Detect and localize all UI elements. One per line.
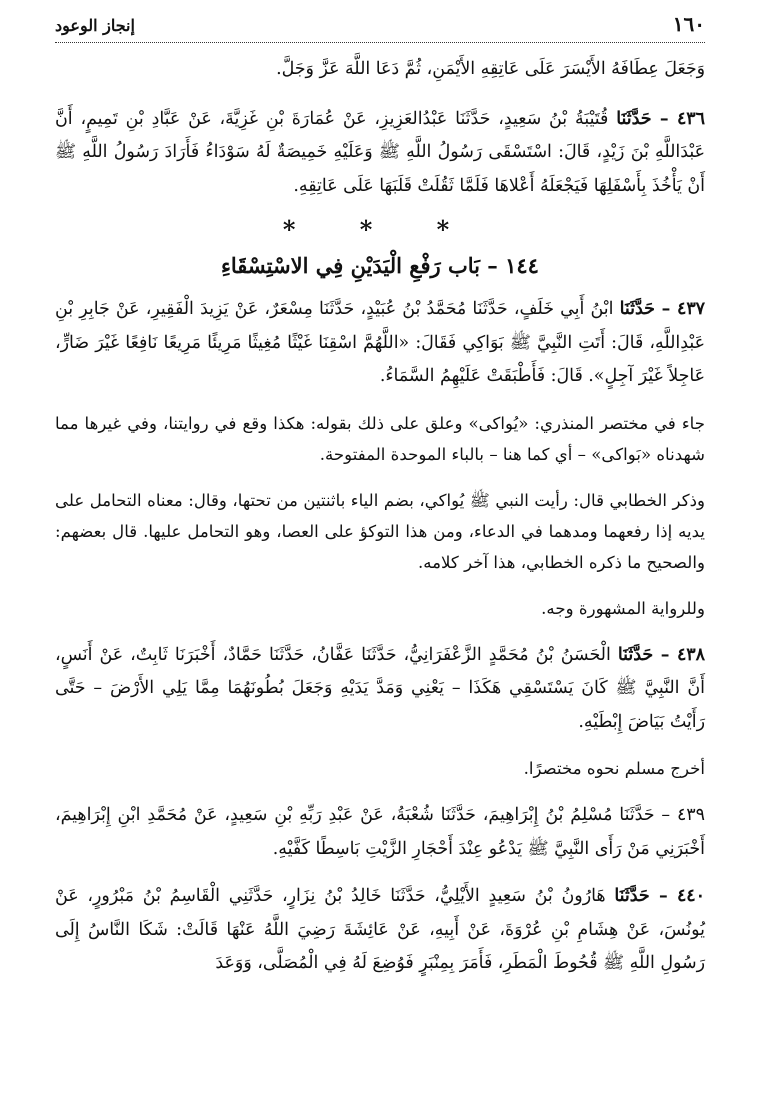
- book-page: [55, 12, 705, 1089]
- hadith-438-number: ٤٣٨ – حَدَّثَنَا: [617, 644, 705, 665]
- hadith-440-number: ٤٤٠ – حَدَّثَنَا: [614, 886, 705, 906]
- hadith-436-text: قُتَيْبَةُ بْنُ سَعِيدٍ، حَدَّثَنَا عَبْدُالعَزِيزِ، عَنْ عُمَارَةَ بْنِ غَزِيَّةَ، عَنْ عَبَّادِ بْنِ تَمِيمٍ، أَنَّ عَبْدَاللَّهِ بْنَ زَيْدٍ، قَالَ: اسْتَسْقَى رَسُولُ اللَّهِ ﷺ وَعَلَيْهِ خَمِيصَةٌ لَهُ سَوْدَاءُ فَأَرَادَ رَسُولُ اللَّهِ ﷺ أَنْ يَأْخُذَ بِأَسْفَلِهَا فَيَجْعَلَهُ أَعْلاهَا فَلَمَّا ثَقُلَتْ قَلَبَهَا عَلَى عَاتِقِهِ.: [55, 108, 705, 196]
- section-separator: * * *: [282, 215, 478, 244]
- hadith-439-number: ٤٣٩ –: [661, 805, 705, 825]
- hadith-439: [55, 799, 705, 866]
- hadith-436: [55, 103, 705, 204]
- hadith-440: [55, 880, 705, 981]
- takhrij-note: أخرج مسلم نحوه مختصرًا.: [523, 759, 705, 778]
- hadith-437-number: ٤٣٧ – حَدَّثَنَا: [619, 299, 706, 319]
- commentary-mundhiri: جاء في مختصر المنذري: «يُواكى» وعلق على ذلك بقوله: هكذا وقع في روايتنا، وفي غيرها مما شهدناه «بَواكى» – أي كما هنا – بالباء الموحدة المفتوحة.: [55, 413, 705, 464]
- commentary-note: وللرواية المشهورة وجه.: [541, 598, 705, 618]
- continuation-paragraph: وَجَعَلَ عِطَافَهُ الأَيْسَرَ عَلَى عَاتِقِهِ الأَيْمَنِ، ثُمَّ دَعَا اللَّهَ عَزَّ وَجَلَّ.: [276, 59, 705, 79]
- commentary-khattabi: وذكر الخطابي قال: رأيت النبي ﷺ يُواكي، بضم الياء باثنتين من تحتها، وقال: معناه التحامل على يديه إذا رفعهما ومدهما في الدعاء، ومن هذا التوكؤ على العصا، وهو التحامل عليها. قال بعضهم: والصحيح ما ذكره الخطابي، هذا آخر كلامه.: [55, 490, 705, 572]
- hadith-437: [55, 293, 705, 394]
- page-header: [55, 12, 705, 43]
- hadith-439-text: حَدَّثَنَا مُسْلِمُ بْنُ إِبْرَاهِيمَ، حَدَّثَنَا شُعْبَةُ، عَنْ عَبْدِ رَبِّهِ بْنِ سَعِيدٍ، عَنْ مُحَمَّدِ ابْنِ إِبْرَاهِيمَ، أَخْبَرَنِي مَنْ رَأَى النَّبِيَّ ﷺ يَدْعُو عِنْدَ أَحْجَارِ الزَّيْتِ بَاسِطًا كَفَّيْهِ.: [55, 805, 705, 859]
- hadith-436-number: ٤٣٦ – حَدَّثَنَا: [616, 108, 705, 129]
- hadith-440-text: هَارُونُ بْنُ سَعِيدٍ الأَيْلِيُّ، حَدَّثَنَا خَالِدُ بْنُ نِزَارٍ، حَدَّثَنِي الْقَاسِمُ بْنُ مَبْرُورٍ، عَنْ يُونُسَ، عَنْ هِشَامِ بْنِ عُرْوَةَ، عَنْ أَبِيهِ، عَنْ عَائِشَةَ رَضِيَ اللَّهُ عَنْهَا قَالَتْ: شَكَا النَّاسُ إِلَى رَسُولِ اللَّهِ ﷺ قُحُوطَ الْمَطَرِ، فَأَمَرَ بِمِنْبَرٍ فَوُضِعَ لَهُ فِي الْمُصَلَّى، وَوَعَدَ: [55, 886, 705, 973]
- hadith-438-text: الْحَسَنُ بْنُ مُحَمَّدٍ الزَّعْفَرَانِيُّ، حَدَّثَنَا عَفَّانُ، حَدَّثَنَا حَمَّادٌ، أَخْبَرَنَا ثَابِتٌ، عَنْ أَنَسٍ، أَنَّ النَّبِيَّ ﷺ كَانَ يَسْتَسْقِي هَكَذَا – يَعْنِي وَمَدَّ يَدَيْهِ وَجَعَلَ بُطُونَهُمَا مِمَّا يَلِي الأَرْضَ – حَتَّى رَأَيْتُ بَيَاضَ إِبْطَيْهِ.: [55, 644, 705, 732]
- hadith-438: [55, 639, 705, 740]
- hadith-437-text: ابْنُ أَبِي خَلَفٍ، حَدَّثَنَا مُحَمَّدُ بْنُ عُبَيْدٍ، حَدَّثَنَا مِسْعَرٌ، عَنْ يَزِيدَ الْفَقِيرِ، عَنْ جَابِرِ بْنِ عَبْدِاللَّهِ، قَالَ: أَتَتِ النَّبِيَّ ﷺ بَوَاكِي فَقَالَ: «اللَّهُمَّ اسْقِنَا غَيْثًا مُغِيثًا مَرِيئًا مَرِيعًا نَافِعًا غَيْرَ ضَارٍّ، عَاجِلاً غَيْرَ آجِلٍ». قَالَ: فَأَطْبَقَتْ عَلَيْهِمُ السَّمَاءُ.: [55, 299, 705, 386]
- chapter-heading: ١٤٤ – بَاب رَفْعِ الْيَدَيْنِ فِي الاسْتِسْقَاءِ: [221, 253, 539, 278]
- running-title: إنجاز الوعود: [55, 16, 135, 35]
- page-number: ١٦٠: [672, 12, 705, 36]
